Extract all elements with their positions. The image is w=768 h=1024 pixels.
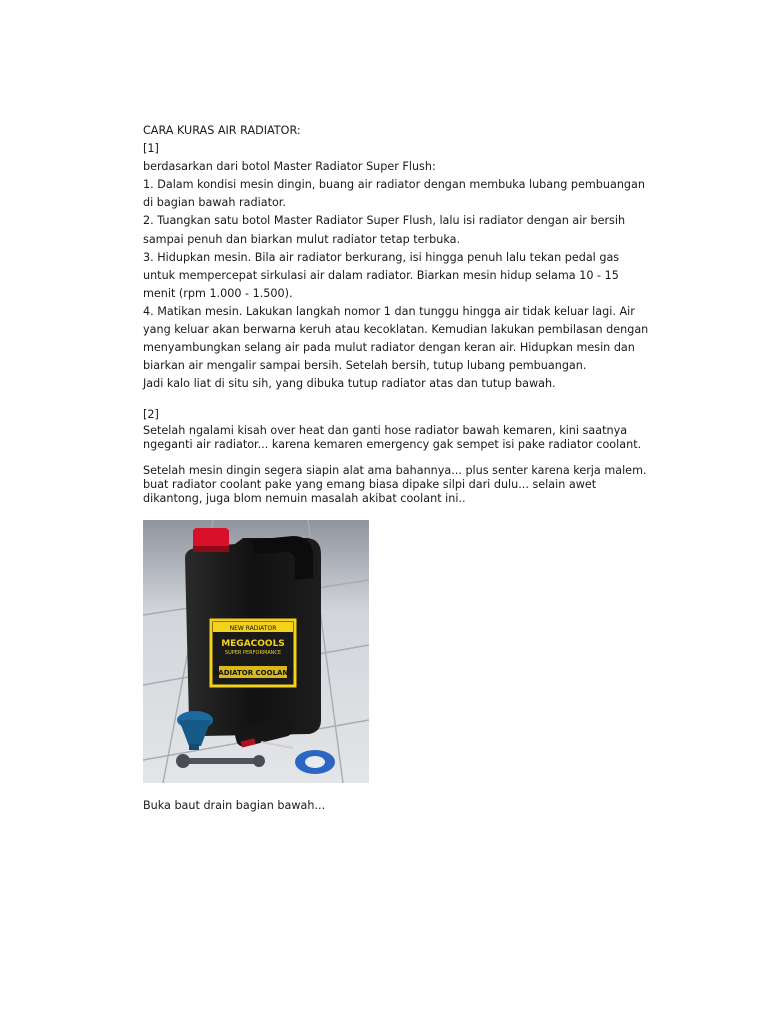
doc-title: CARA KURAS AIR RADIATOR: bbox=[143, 124, 301, 137]
step-2-line: sampai penuh dan biarkan mulut radiator tetap terbuka. bbox=[143, 232, 461, 246]
section-1 bbox=[143, 122, 673, 393]
coolant-photo-illustration bbox=[143, 520, 369, 783]
step-3-line: menit (rpm 1.000 - 1.500). bbox=[143, 286, 293, 300]
step-4-line: 4. Matikan mesin. Lakukan langkah nomor 1 dan tunggu hingga air tidak keluar lagi. Air bbox=[143, 304, 635, 318]
step-3-line: untuk mempercepat sirkulasi air dalam radiator. Biarkan mesin hidup selama 10 - 15 bbox=[143, 268, 619, 282]
step-3-line: 3. Hidupkan mesin. Bila air radiator berkurang, isi hingga penuh lalu tekan pedal gas bbox=[143, 250, 620, 264]
step-1-line: 1. Dalam kondisi mesin dingin, buang air radiator dengan membuka lubang pembuangan bbox=[143, 178, 645, 192]
section-2 bbox=[143, 406, 673, 506]
seal-tape-roll bbox=[295, 750, 335, 774]
paragraph-line: Setelah mesin dingin segera siapin alat ama bahannya... plus senter karena kerja malem. bbox=[143, 464, 647, 478]
label-product-text: RADIATOR COOLANT bbox=[212, 669, 294, 678]
section-marker-1: [1] bbox=[143, 142, 159, 156]
step-2-line: 2. Tuangkan satu botol Master Radiator Super Flush, lalu isi radiator dengan air bersih bbox=[143, 214, 626, 228]
paragraph-line: Setelah ngalami kisah over heat dan ganti hose radiator bawah kemaren, kini saatnya bbox=[143, 424, 628, 438]
step-4-line: menyambungkan selang air pada mulut radiator dengan keran air. Hidupkan mesin dan bbox=[143, 341, 635, 355]
document-page bbox=[143, 122, 673, 824]
paragraph-line: buat radiator coolant pake yang emang biasa dipake silpi dari dulu... selain awet bbox=[143, 478, 597, 492]
text-line: berdasarkan dari botol Master Radiator Super Flush: bbox=[143, 160, 436, 174]
step-1-line: di bagian bawah radiator. bbox=[143, 196, 286, 210]
coolant-jug bbox=[185, 528, 321, 736]
coolant-photo bbox=[143, 520, 369, 783]
summary-line: Jadi kalo liat di situ sih, yang dibuka tutup radiator atas dan tutup bawah. bbox=[143, 377, 556, 391]
photo-caption: Buka baut drain bagian bawah... bbox=[143, 799, 326, 813]
label-sub-text: SUPER PERFORMANCE bbox=[224, 650, 282, 657]
paragraph-line: dikantong, juga blom nemuin masalah akibat coolant ini.. bbox=[143, 492, 466, 506]
label-top-text: NEW RADIATOR bbox=[229, 625, 277, 633]
step-4-line: biarkan air mengalir sampai bersih. Setelah bersih, tutup lubang pembuangan. bbox=[143, 359, 587, 373]
paragraph-line: ngeganti air radiator... karena kemaren emergency gak sempet isi pake radiator coolant. bbox=[143, 438, 642, 452]
label-brand-text: MEGACOOLS bbox=[221, 639, 285, 650]
step-4-line: yang keluar akan berwarna keruh atau kecoklatan. Kemudian lakukan pembilasan dengan bbox=[143, 323, 649, 337]
section-marker-2: [2] bbox=[143, 408, 159, 422]
